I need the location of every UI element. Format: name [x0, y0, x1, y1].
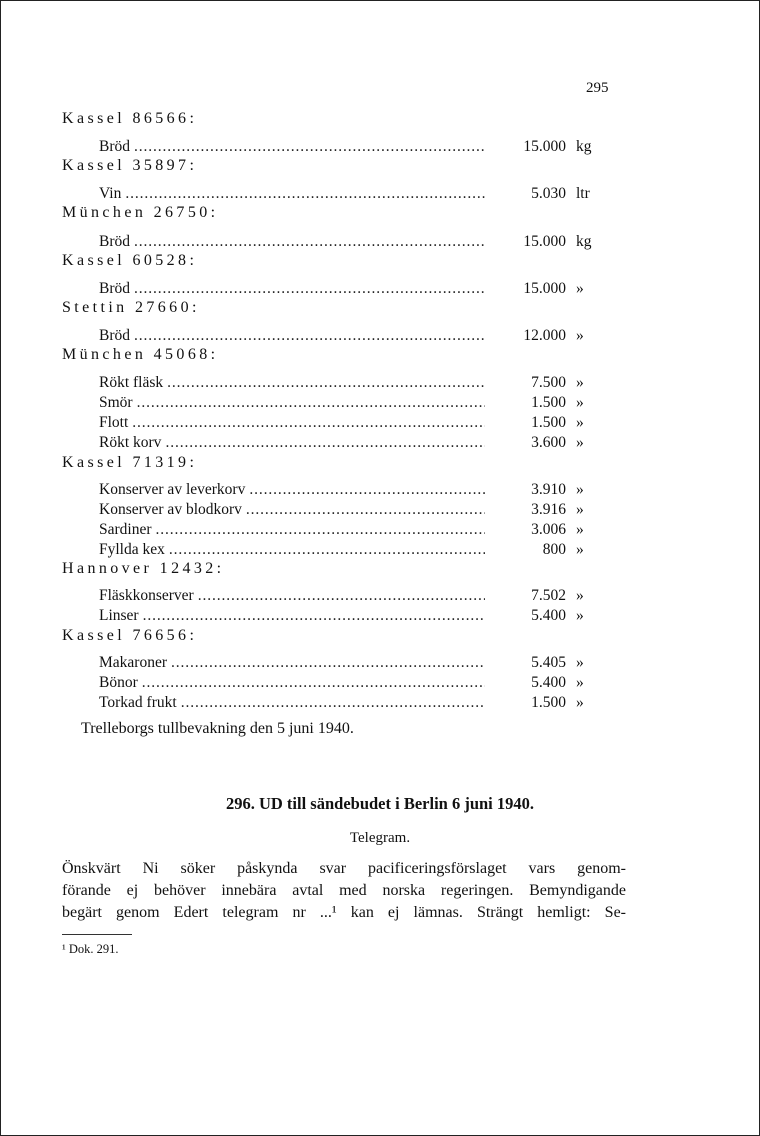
leader-dots — [125, 184, 485, 204]
item-name: Linser — [99, 607, 139, 624]
shipment-header: Kassel 60528: — [62, 252, 198, 269]
item-name: Konserver av blodkorv — [99, 501, 242, 518]
item-name: Vin — [99, 185, 122, 202]
shipment-header: München 26750: — [62, 204, 219, 221]
item-name: Rökt korv — [99, 434, 162, 451]
leader-dots — [143, 606, 485, 626]
item-row — [99, 673, 485, 693]
item-name: Bröd — [99, 138, 130, 155]
item-row — [99, 520, 485, 540]
item-quantity: 3.910 — [531, 481, 566, 498]
leader-dots — [169, 540, 485, 560]
leader-dots — [134, 326, 485, 346]
item-quantity: 3.006 — [531, 521, 566, 538]
leader-dots — [171, 653, 485, 673]
item-row — [99, 279, 485, 299]
item-unit: » — [576, 394, 584, 411]
item-unit: » — [576, 434, 584, 451]
item-quantity: 1.500 — [531, 694, 566, 711]
leader-dots — [249, 480, 485, 500]
shipment-header: Kassel 76656: — [62, 627, 198, 644]
item-quantity: 1.500 — [531, 414, 566, 431]
leader-dots — [142, 673, 485, 693]
leader-dots — [246, 500, 485, 520]
leader-dots — [156, 520, 485, 540]
leader-dots — [165, 433, 485, 453]
document-heading: 296. UD till sändebudet i Berlin 6 juni 1940. — [225, 794, 535, 813]
item-quantity: 800 — [542, 541, 566, 558]
item-name: Bröd — [99, 233, 130, 250]
item-quantity: 15.000 — [523, 280, 566, 297]
item-quantity: 1.500 — [531, 394, 566, 411]
item-name: Sardiner — [99, 521, 152, 538]
item-name: Torkad frukt — [99, 694, 177, 711]
item-row — [99, 184, 485, 204]
item-name: Flott — [99, 414, 129, 431]
item-unit: » — [576, 521, 584, 538]
item-quantity: 5.405 — [531, 654, 566, 671]
item-quantity: 7.500 — [531, 374, 566, 391]
leader-dots — [198, 586, 485, 606]
item-row — [99, 540, 485, 560]
shipment-header: Stettin 27660: — [62, 299, 200, 316]
body-line-1: Önskvärt Ni söker påskynda svar pacificeringsförslaget vars genom- — [62, 860, 626, 877]
shipment-header: Kassel 86566: — [62, 110, 198, 127]
shipment-header: München 45068: — [62, 346, 219, 363]
item-row — [99, 393, 485, 413]
item-row — [99, 606, 485, 626]
item-quantity: 5.400 — [531, 607, 566, 624]
item-name: Fyllda kex — [99, 541, 165, 558]
item-quantity: 3.600 — [531, 434, 566, 451]
item-quantity: 3.916 — [531, 501, 566, 518]
item-unit: kg — [576, 233, 592, 250]
page-number: 295 — [586, 80, 609, 96]
item-unit: » — [576, 280, 584, 297]
item-quantity: 15.000 — [523, 233, 566, 250]
item-name: Smör — [99, 394, 133, 411]
item-row — [99, 433, 485, 453]
item-unit: » — [576, 674, 584, 691]
item-row — [99, 653, 485, 673]
item-name: Bröd — [99, 327, 130, 344]
item-row — [99, 137, 485, 157]
leader-dots — [134, 279, 485, 299]
item-unit: » — [576, 607, 584, 624]
item-unit: » — [576, 654, 584, 671]
item-row — [99, 586, 485, 606]
leader-dots — [134, 232, 485, 252]
item-quantity: 7.502 — [531, 587, 566, 604]
shipment-header: Hannover 12432: — [62, 560, 225, 577]
leader-dots — [137, 393, 485, 413]
item-row — [99, 232, 485, 252]
item-row — [99, 326, 485, 346]
item-quantity: 15.000 — [523, 138, 566, 155]
item-name: Konserver av leverkorv — [99, 481, 246, 498]
body-line-2: förande ej behöver innebära avtal med norska regeringen. Bemyndigande — [62, 882, 626, 899]
item-unit: » — [576, 501, 584, 518]
footnote-rule — [62, 934, 132, 935]
item-unit: » — [576, 587, 584, 604]
item-quantity: 5.030 — [531, 185, 566, 202]
item-quantity: 5.400 — [531, 674, 566, 691]
leader-dots — [134, 137, 485, 157]
body-line-3: begärt genom Edert telegram nr ...¹ kan ej lämnas. Strängt hemligt: Se- — [62, 904, 626, 921]
shipment-header: Kassel 35897: — [62, 157, 198, 174]
document-type: Telegram. — [349, 830, 411, 846]
item-quantity: 12.000 — [523, 327, 566, 344]
item-unit: ltr — [576, 185, 590, 202]
item-row — [99, 373, 485, 393]
item-unit: » — [576, 481, 584, 498]
item-unit: » — [576, 327, 584, 344]
shipment-header: Kassel 71319: — [62, 454, 198, 471]
leader-dots — [167, 373, 485, 393]
leader-dots — [132, 413, 485, 433]
item-name: Makaroner — [99, 654, 167, 671]
item-unit: » — [576, 694, 584, 711]
item-unit: » — [576, 374, 584, 391]
item-unit: kg — [576, 138, 592, 155]
item-name: Bröd — [99, 280, 130, 297]
item-name: Rökt fläsk — [99, 374, 164, 391]
item-row — [99, 500, 485, 520]
item-row — [99, 693, 485, 713]
item-unit: » — [576, 414, 584, 431]
item-name: Bönor — [99, 674, 138, 691]
item-unit: » — [576, 541, 584, 558]
item-name: Fläskkonserver — [99, 587, 194, 604]
item-row — [99, 480, 485, 500]
signoff: Trelleborgs tullbevakning den 5 juni 1940. — [81, 720, 354, 737]
leader-dots — [181, 693, 485, 713]
item-row — [99, 413, 485, 433]
footnote: ¹ Dok. 291. — [62, 942, 119, 956]
